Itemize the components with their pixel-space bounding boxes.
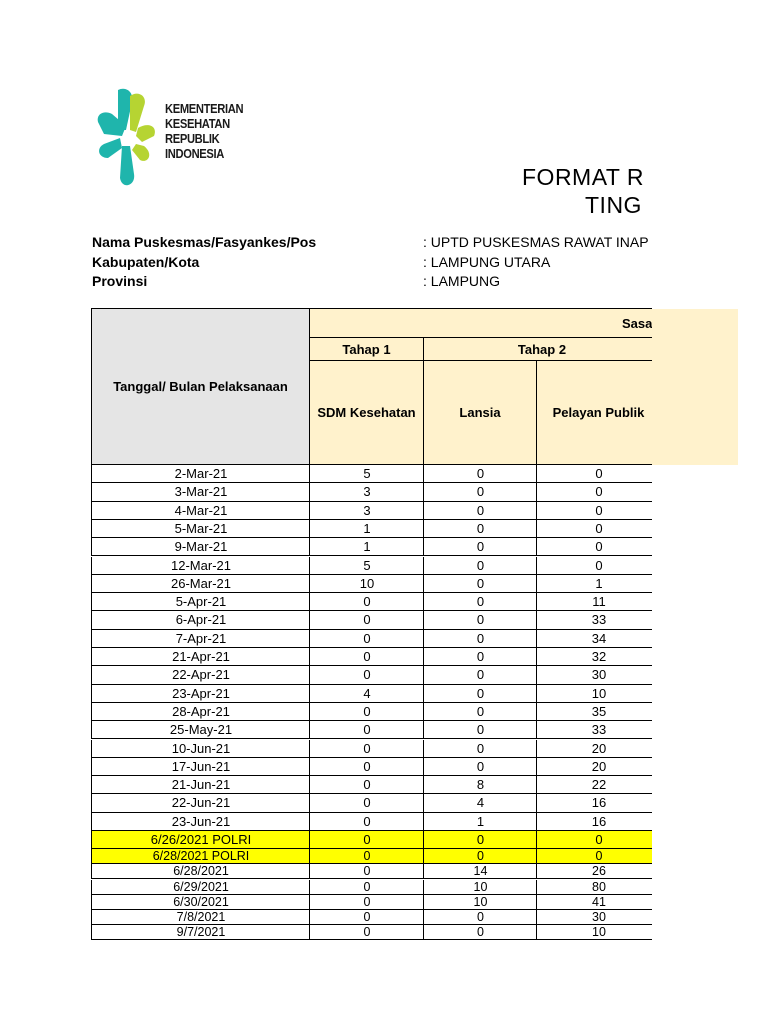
lansia-cell: 0 — [423, 831, 537, 849]
lansia-cell: 0 — [423, 758, 537, 776]
sdm-cell: 1 — [309, 538, 424, 556]
sdm-cell: 0 — [309, 776, 424, 794]
date-cell: 5-Mar-21 — [91, 520, 310, 538]
pelayan-cell: 20 — [536, 740, 652, 758]
table-row — [91, 895, 652, 910]
date-cell: 22-Jun-21 — [91, 794, 310, 812]
pelayan-cell: 10 — [536, 925, 652, 940]
date-cell: 6/28/2021 — [91, 864, 310, 879]
lansia-header: Lansia — [423, 360, 537, 465]
lansia-cell: 0 — [423, 666, 537, 684]
sasaran-group-header: Sasa — [309, 308, 652, 338]
table-row — [91, 831, 652, 849]
lansia-cell: 0 — [423, 575, 537, 593]
table-row — [91, 849, 652, 864]
table-row — [91, 465, 652, 483]
date-cell: 6/26/2021 POLRI — [91, 831, 310, 849]
info-provinsi: Provinsi : LAMPUNG — [92, 273, 501, 289]
table-row — [91, 611, 652, 629]
sdm-cell: 0 — [309, 740, 424, 758]
date-cell: 9-Mar-21 — [91, 538, 310, 556]
table-row — [91, 685, 652, 703]
tahap2-header: Tahap 2 — [423, 337, 652, 361]
date-cell: 6/30/2021 — [91, 895, 310, 910]
date-cell: 7/8/2021 — [91, 910, 310, 925]
lansia-cell: 1 — [423, 813, 537, 831]
sdm-cell: 0 — [309, 864, 424, 879]
table-row — [91, 794, 652, 812]
lansia-cell: 0 — [423, 483, 537, 501]
info-puskesmas: Nama Puskesmas/Fasyankes/Pos : UPTD PUSKESMAS RAWAT INAP — [92, 234, 649, 250]
date-cell: 7-Apr-21 — [91, 630, 310, 648]
date-cell: 6/28/2021 POLRI — [91, 849, 310, 864]
sdm-cell: 0 — [309, 666, 424, 684]
date-cell: 23-Apr-21 — [91, 685, 310, 703]
pelayan-cell: 0 — [536, 520, 652, 538]
pelayan-cell: 32 — [536, 648, 652, 666]
logo-text: KEMENTERIAN KESEHATAN REPUBLIK INDONESIA — [165, 101, 244, 161]
lansia-cell: 10 — [423, 880, 537, 895]
date-cell: 21-Jun-21 — [91, 776, 310, 794]
lansia-cell: 0 — [423, 703, 537, 721]
sdm-cell: 0 — [309, 648, 424, 666]
date-cell: 3-Mar-21 — [91, 483, 310, 501]
pelayan-cell: 0 — [536, 849, 652, 864]
pelayan-cell: 0 — [536, 557, 652, 575]
table-row — [91, 925, 652, 940]
pelayan-cell: 26 — [536, 864, 652, 879]
lansia-cell: 0 — [423, 502, 537, 520]
table-row — [91, 483, 652, 501]
table-row — [91, 557, 652, 575]
pelayan-cell: 30 — [536, 910, 652, 925]
pelayan-cell: 34 — [536, 630, 652, 648]
pelayan-cell: 0 — [536, 502, 652, 520]
date-cell: 26-Mar-21 — [91, 575, 310, 593]
table-row — [91, 880, 652, 895]
table-row — [91, 630, 652, 648]
pelayan-cell: 16 — [536, 813, 652, 831]
lansia-cell: 0 — [423, 925, 537, 940]
lansia-cell: 0 — [423, 538, 537, 556]
pelayan-publik-header: Pelayan Publik — [536, 360, 652, 465]
sdm-cell: 3 — [309, 502, 424, 520]
date-cell: 9/7/2021 — [91, 925, 310, 940]
date-cell: 12-Mar-21 — [91, 557, 310, 575]
table-row — [91, 593, 652, 611]
table-row — [91, 703, 652, 721]
lansia-cell: 0 — [423, 611, 537, 629]
lansia-cell: 0 — [423, 740, 537, 758]
date-cell: 5-Apr-21 — [91, 593, 310, 611]
lansia-cell: 10 — [423, 895, 537, 910]
lansia-cell: 0 — [423, 648, 537, 666]
lansia-cell: 0 — [423, 520, 537, 538]
lansia-cell: 0 — [423, 593, 537, 611]
table-row — [91, 721, 652, 739]
table-row — [91, 538, 652, 556]
table-row — [91, 813, 652, 831]
lansia-cell: 0 — [423, 685, 537, 703]
sdm-cell: 0 — [309, 895, 424, 910]
table-row — [91, 575, 652, 593]
pelayan-cell: 22 — [536, 776, 652, 794]
pelayan-cell: 16 — [536, 794, 652, 812]
sdm-cell: 0 — [309, 910, 424, 925]
pelayan-cell: 0 — [536, 538, 652, 556]
sdm-cell: 0 — [309, 721, 424, 739]
date-column-header: Tanggal/ Bulan Pelaksanaan — [91, 308, 310, 465]
sdm-cell: 0 — [309, 880, 424, 895]
pelayan-cell: 0 — [536, 483, 652, 501]
date-cell: 25-May-21 — [91, 721, 310, 739]
lansia-cell: 4 — [423, 794, 537, 812]
sdm-cell: 0 — [309, 611, 424, 629]
date-cell: 6-Apr-21 — [91, 611, 310, 629]
sdm-cell: 4 — [309, 685, 424, 703]
page-title-line2: TING — [585, 192, 642, 218]
lansia-cell: 0 — [423, 910, 537, 925]
sdm-cell: 0 — [309, 630, 424, 648]
sdm-cell: 1 — [309, 520, 424, 538]
pelayan-cell: 41 — [536, 895, 652, 910]
page-title-line1: FORMAT R — [522, 164, 644, 190]
table-row — [91, 520, 652, 538]
date-cell: 10-Jun-21 — [91, 740, 310, 758]
date-cell: 2-Mar-21 — [91, 465, 310, 483]
date-cell: 17-Jun-21 — [91, 758, 310, 776]
table-row — [91, 910, 652, 925]
sasaran-header-extension — [652, 309, 738, 465]
table-row — [91, 864, 652, 879]
sdm-cell: 0 — [309, 813, 424, 831]
table-row — [91, 666, 652, 684]
sdm-cell: 5 — [309, 557, 424, 575]
pelayan-cell: 1 — [536, 575, 652, 593]
pelayan-cell: 35 — [536, 703, 652, 721]
sdm-cell: 0 — [309, 849, 424, 864]
date-cell: 4-Mar-21 — [91, 502, 310, 520]
lansia-cell: 0 — [423, 849, 537, 864]
date-cell: 21-Apr-21 — [91, 648, 310, 666]
sdm-cell: 0 — [309, 758, 424, 776]
pelayan-cell: 11 — [536, 593, 652, 611]
lansia-cell: 8 — [423, 776, 537, 794]
sdm-cell: 0 — [309, 703, 424, 721]
date-cell: 22-Apr-21 — [91, 666, 310, 684]
pelayan-cell: 30 — [536, 666, 652, 684]
pelayan-cell: 80 — [536, 880, 652, 895]
lansia-cell: 14 — [423, 864, 537, 879]
table-row — [91, 502, 652, 520]
sdm-cell: 0 — [309, 794, 424, 812]
sdm-cell: 0 — [309, 925, 424, 940]
pelayan-cell: 0 — [536, 465, 652, 483]
pelayan-cell: 20 — [536, 758, 652, 776]
pelayan-cell: 10 — [536, 685, 652, 703]
sdm-cell: 0 — [309, 593, 424, 611]
table-row — [91, 740, 652, 758]
date-cell: 23-Jun-21 — [91, 813, 310, 831]
table-row — [91, 648, 652, 666]
lansia-cell: 0 — [423, 465, 537, 483]
date-cell: 6/29/2021 — [91, 880, 310, 895]
sdm-cell: 3 — [309, 483, 424, 501]
sdm-kesehatan-header: SDM Kesehatan — [309, 360, 424, 465]
lansia-cell: 0 — [423, 721, 537, 739]
table-row — [91, 758, 652, 776]
lansia-cell: 0 — [423, 630, 537, 648]
sdm-cell: 10 — [309, 575, 424, 593]
tahap1-header: Tahap 1 — [309, 337, 424, 361]
pelayan-cell: 33 — [536, 611, 652, 629]
table-row — [91, 776, 652, 794]
pelayan-cell: 33 — [536, 721, 652, 739]
lansia-cell: 0 — [423, 557, 537, 575]
pelayan-cell: 0 — [536, 831, 652, 849]
sdm-cell: 5 — [309, 465, 424, 483]
sdm-cell: 0 — [309, 831, 424, 849]
date-cell: 28-Apr-21 — [91, 703, 310, 721]
info-kabupaten: Kabupaten/Kota : LAMPUNG UTARA — [92, 254, 551, 270]
